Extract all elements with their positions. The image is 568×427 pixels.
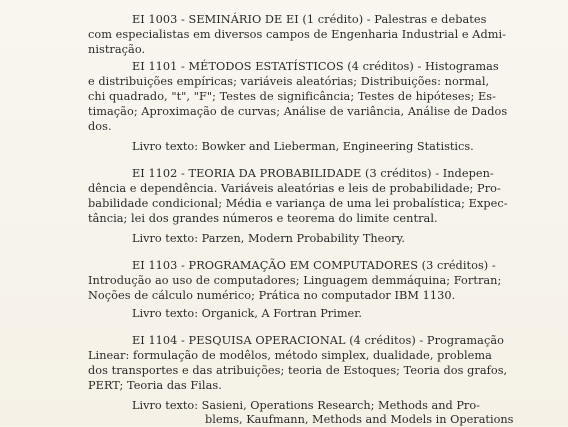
course-ei-1003-line-3: nistração.	[88, 43, 146, 56]
course-ei-1104-textbook-line-1: Livro texto: Sasieni, Operations Research; Methods and Pro-	[132, 399, 480, 412]
course-ei-1101-line-4: timação; Aproximação de curvas; Análise de variância, Análise de Dados	[88, 105, 508, 118]
course-ei-1102-line-2: dência e dependência. Variáveis aleatórias e leis de probabilidade; Pro-	[88, 182, 501, 195]
course-ei-1101-line-1: EI 1101 - MÉTODOS ESTATÍSTICOS (4 créditos) - Histogramas	[132, 60, 499, 73]
course-ei-1103-line-1: EI 1103 - PROGRAMAÇÃO EM COMPUTADORES (3 créditos) -	[132, 259, 496, 272]
course-ei-1003	[88, 12, 512, 57]
course-ei-1104-line-4: PERT; Teoria das Filas.	[88, 379, 222, 392]
course-ei-1103-textbook: Livro texto: Organick, A Fortran Primer.	[132, 307, 362, 320]
course-ei-1102-line-1: EI 1102 - TEORIA DA PROBABILIDADE (3 créditos) - Indepen-	[132, 167, 494, 180]
course-ei-1101	[88, 59, 512, 134]
course-ei-1102	[88, 166, 512, 226]
course-ei-1104-line-2: Linear: formulação de modêlos, método simplex, dualidade, problema	[88, 349, 492, 362]
course-ei-1104-line-1: EI 1104 - PESQUISA OPERACIONAL (4 créditos) - Programação	[132, 334, 504, 347]
course-ei-1103-line-3: Noções de cálculo numérico; Prática no computador IBM 1130.	[88, 289, 456, 302]
course-ei-1104	[88, 333, 512, 393]
course-ei-1101-textbook: Livro texto: Bowker and Lieberman, Engineering Statistics.	[132, 140, 474, 153]
course-ei-1103-line-2: Introdução ao uso de computadores; Linguagem demmáquina; Fortran;	[88, 274, 502, 287]
course-ei-1003-line-2: com especialistas em diversos campos de Engenharia Industrial e Admi-	[88, 28, 507, 41]
course-ei-1102-textbook: Livro texto: Parzen, Modern Probability Theory.	[132, 232, 406, 245]
course-ei-1003-line-1: EI 1003 - SEMINÁRIO DE EI (1 crédito) - Palestras e debates	[132, 13, 487, 26]
course-ei-1102-line-4: tância; lei dos grandes números e teorema do limite central.	[88, 212, 438, 225]
course-ei-1103	[88, 258, 512, 303]
course-ei-1101-line-5: dos.	[88, 120, 112, 133]
course-ei-1101-line-2: e distribuições empíricas; variáveis aleatórias; Distribuições: normal,	[88, 75, 490, 88]
course-ei-1104-line-3: dos transportes e das atribuições; teoria de Estoques; Teoria dos grafos,	[88, 364, 508, 377]
course-ei-1101-line-3: chi quadrado, "t", "F"; Testes de significância; Testes de hipóteses; Es-	[88, 90, 496, 103]
course-ei-1104-textbook-line-2: blems, Kaufmann, Methods and Models in Operations	[205, 413, 514, 426]
course-ei-1102-line-3: babilidade condicional; Média e variança de uma lei probalística; Expec-	[88, 197, 508, 210]
